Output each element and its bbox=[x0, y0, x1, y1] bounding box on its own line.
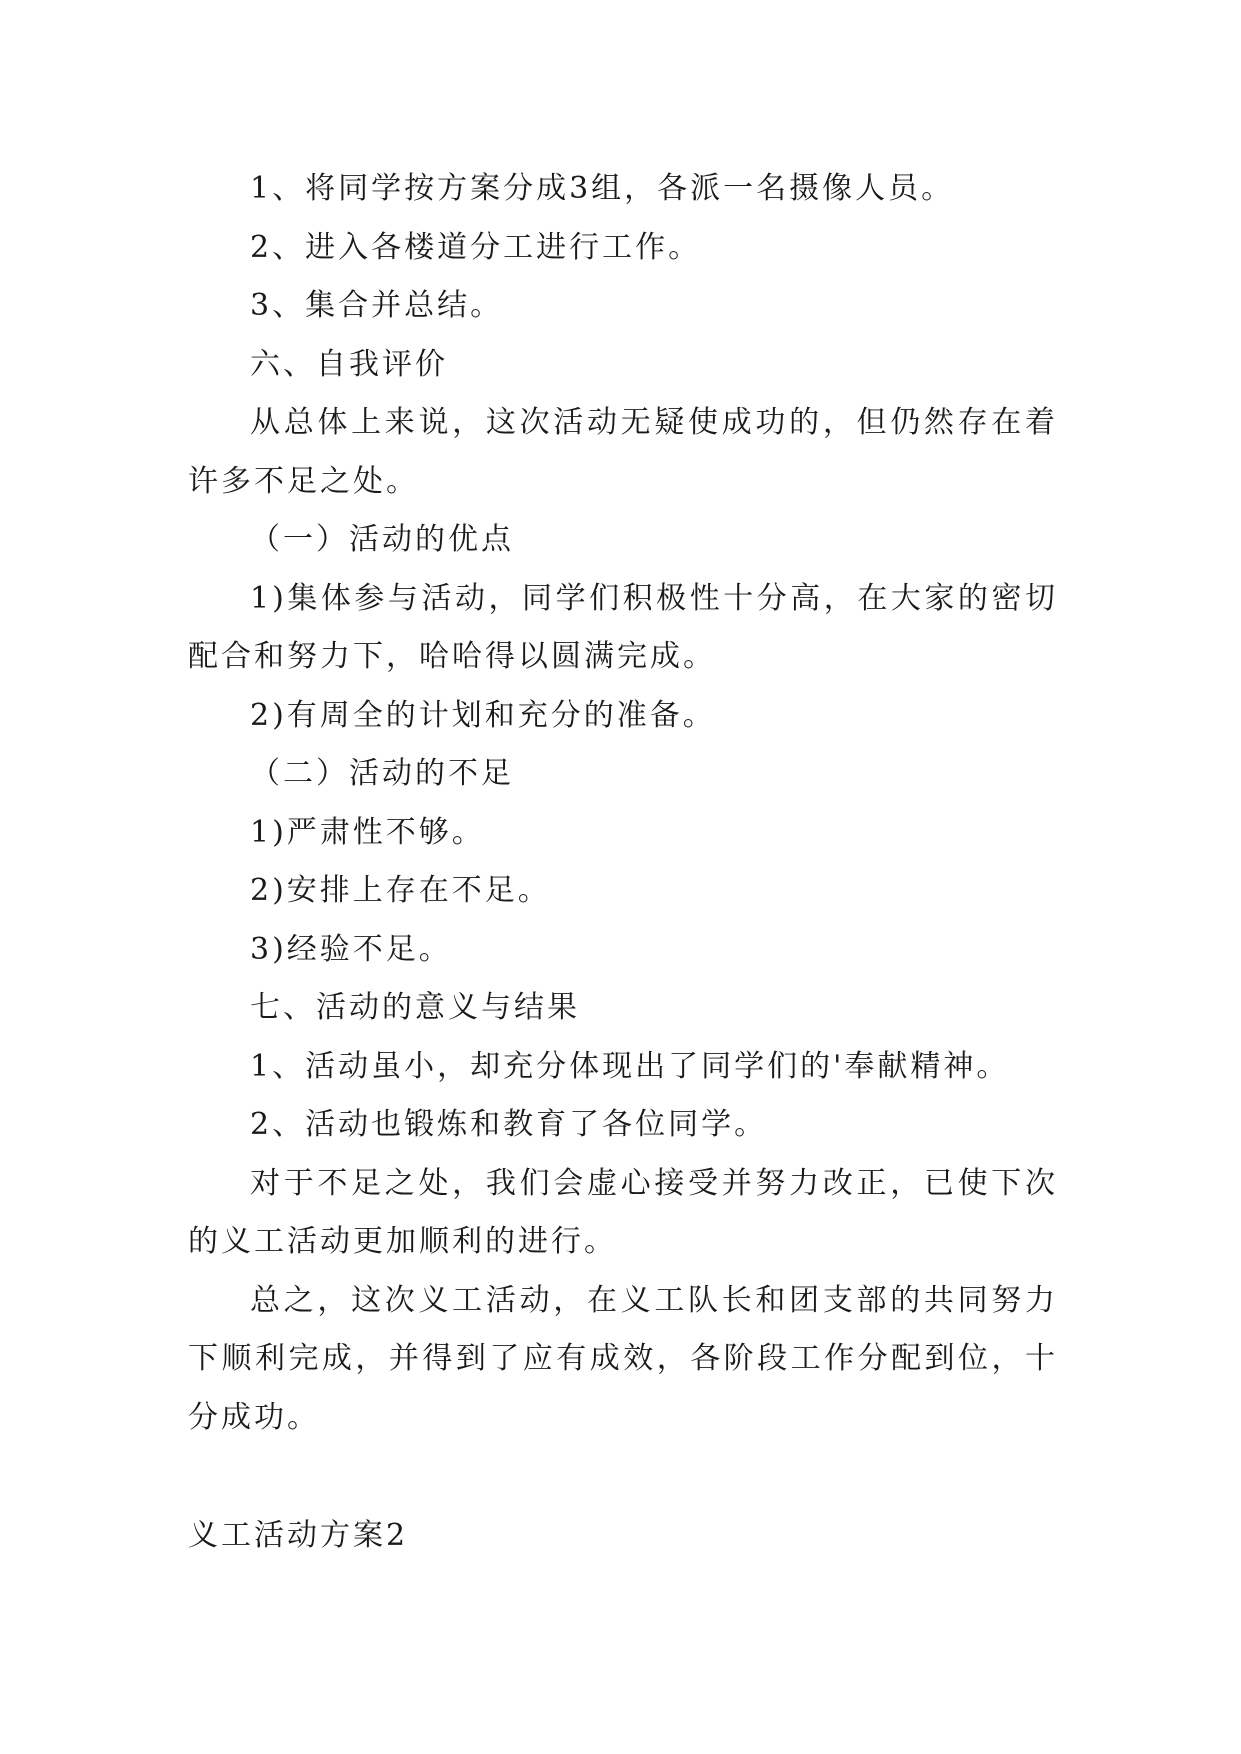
subheading-weaknesses: （二）活动的不足 bbox=[250, 756, 514, 791]
paragraph-improvement: 对于不足之处，我们会虚心接受并努力改正，已使下次的义工活动更加顺利的进行。 bbox=[188, 1165, 1058, 1259]
subheading-strengths: （一）活动的优点 bbox=[250, 522, 514, 557]
paragraph-overall: 从总体上来说，这次活动无疑使成功的，但仍然存在着许多不足之处。 bbox=[188, 405, 1058, 499]
paragraph-step-3: 3、集合并总结。 bbox=[250, 288, 504, 323]
paragraph-step-1: 1、将同学按方案分成3组，各派一名摄像人员。 bbox=[250, 171, 955, 206]
paragraph-significance-2: 2、活动也锻炼和教育了各位同学。 bbox=[250, 1107, 768, 1142]
paragraph-conclusion: 总之，这次义工活动，在义工队长和团支部的共同努力下顺利完成，并得到了应有成效，各阶段工作分配到位，十分成功。 bbox=[188, 1282, 1058, 1435]
paragraph-weakness-1: 1)严肃性不够。 bbox=[250, 814, 485, 850]
paragraph-strength-1: 1)集体参与活动，同学们积极性十分高，在大家的密切配合和努力下，哈哈得以圆满完成。 bbox=[188, 580, 1058, 674]
paragraph-step-2: 2、进入各楼道分工进行工作。 bbox=[250, 229, 702, 265]
next-section-title: 义工活动方案2 bbox=[188, 1518, 409, 1553]
paragraph-significance-1: 1、活动虽小，却充分体现出了同学们的'奉献精神。 bbox=[250, 1048, 1010, 1084]
section-heading-significance: 七、活动的意义与结果 bbox=[250, 990, 580, 1025]
paragraph-weakness-2: 2)安排上存在不足。 bbox=[250, 873, 551, 908]
section-heading-self-evaluation: 六、自我评价 bbox=[250, 346, 448, 382]
paragraph-weakness-3: 3)经验不足。 bbox=[250, 931, 452, 967]
document-body bbox=[188, 160, 1058, 1566]
paragraph-strength-2: 2)有周全的计划和充分的准备。 bbox=[250, 697, 716, 733]
